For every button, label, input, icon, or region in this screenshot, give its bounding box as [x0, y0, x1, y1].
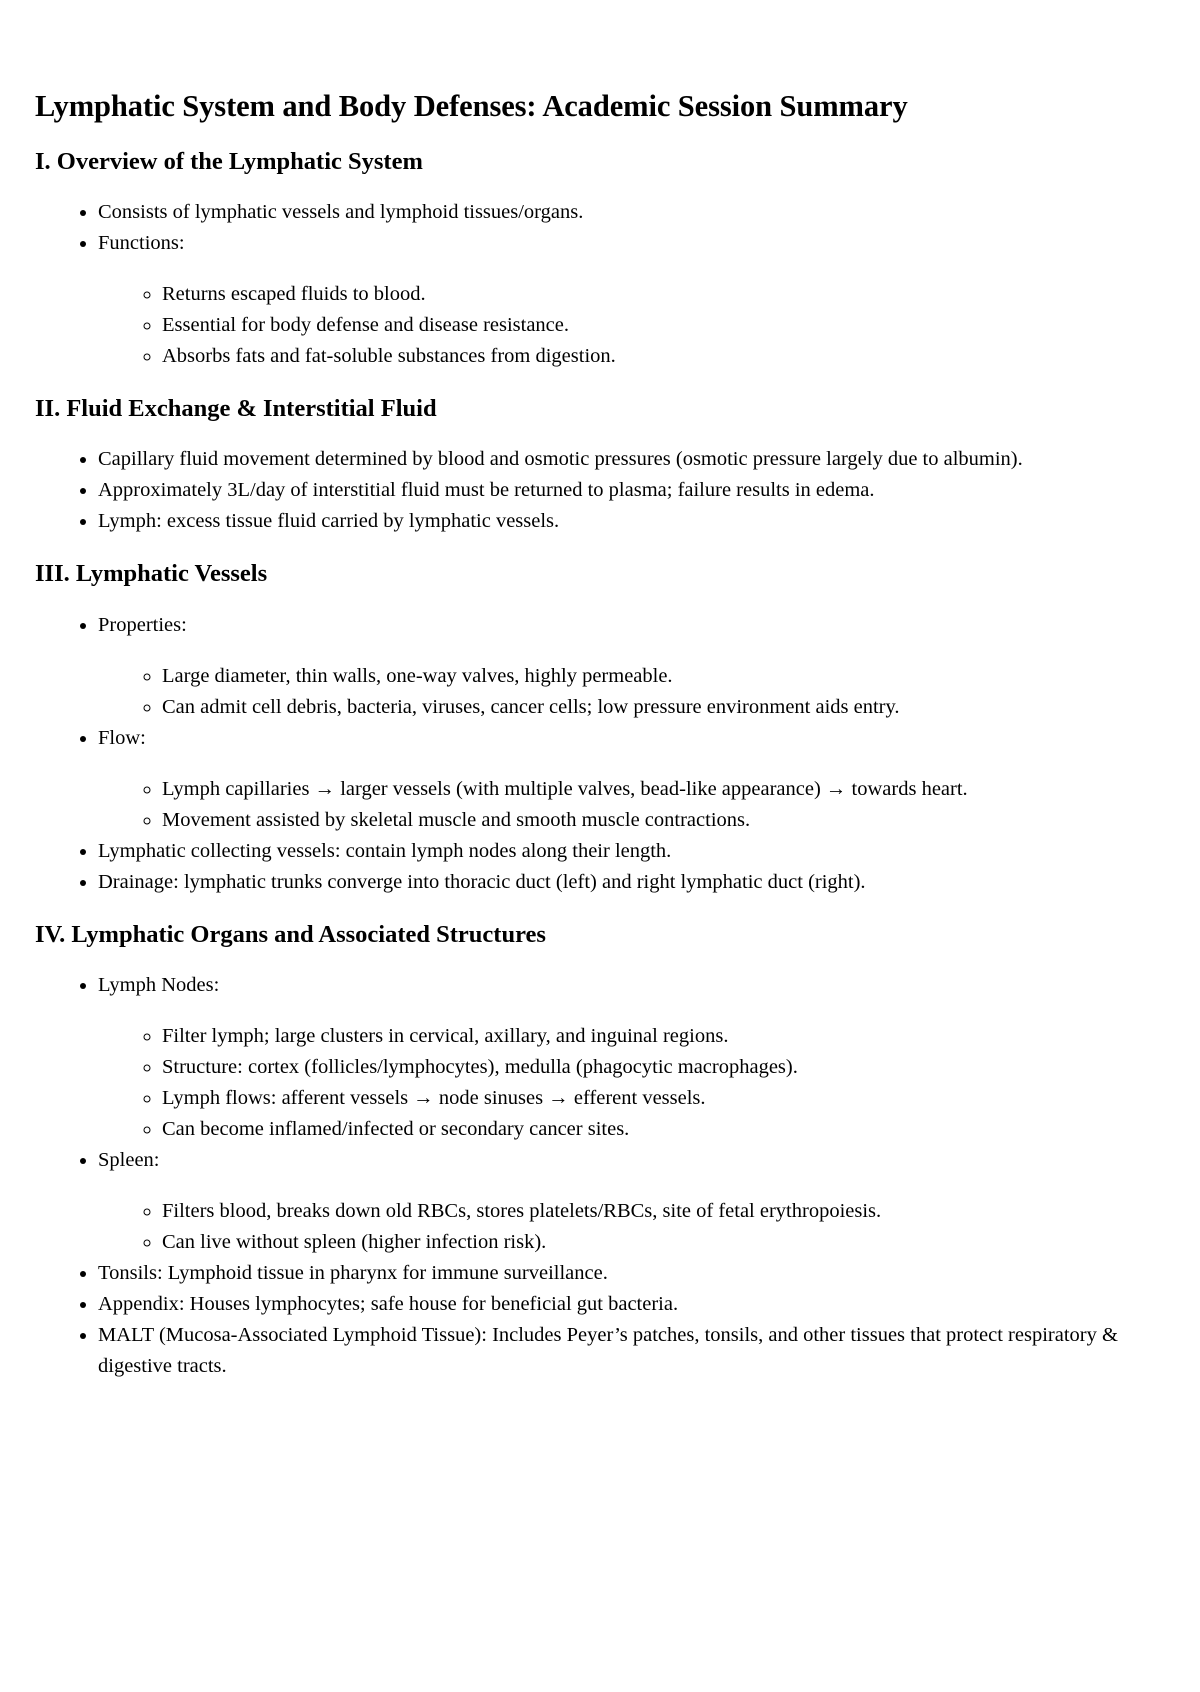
- section-fluid-exchange: [35, 394, 1175, 537]
- list-item-properties: [98, 610, 1175, 723]
- nested-list-item: ◦ Can admit cell debris, bacteria, viruses, cancer cells; low pressure environment aids entry.: [162, 692, 1175, 723]
- nested-list-item: ◦ Essential for body defense and disease resistance.: [162, 310, 1175, 341]
- nested-list-item: ◦ Structure: cortex (follicles/lymphocytes), medulla (phagocytic macrophages).: [162, 1052, 1175, 1083]
- nested-list-item: ◦ Filters blood, breaks down old RBCs, stores platelets/RBCs, site of fetal erythropoiesis.: [162, 1196, 1175, 1227]
- document-title: Lymphatic System and Body Defenses: Academic Session Summary: [35, 89, 908, 123]
- list-item: • Appendix: Houses lymphocytes; safe house for beneficial gut bacteria.: [98, 1289, 1175, 1320]
- list-item-flow: [98, 723, 1175, 836]
- bullet-list: [35, 610, 1175, 898]
- nested-bullet-list: [98, 279, 1175, 372]
- nested-list-item: ◦ Large diameter, thin walls, one-way valves, highly permeable.: [162, 661, 1175, 692]
- list-item: • Consists of lymphatic vessels and lymphoid tissues/organs.: [98, 197, 1175, 228]
- nested-list-item: ◦ Can become inflamed/infected or secondary cancer sites.: [162, 1114, 1175, 1145]
- nested-list-item: ◦ Lymph capillaries → larger vessels (with multiple valves, bead-like appearance) → towards heart.: [162, 774, 1175, 805]
- nested-list-item: ◦ Lymph flows: afferent vessels → node sinuses → efferent vessels.: [162, 1083, 1175, 1114]
- list-item: • MALT (Mucosa-Associated Lymphoid Tissue): Includes Peyer’s patches, tonsils, and other tissues that protect respiratory & digestive tracts.: [98, 1320, 1175, 1382]
- nested-bullet-list: [98, 661, 1175, 723]
- nested-list-item: ◦ Returns escaped fluids to blood.: [162, 279, 1175, 310]
- section-lymphatic-vessels: [35, 559, 1175, 897]
- section-heading: I. Overview of the Lymphatic System: [35, 147, 423, 175]
- nested-bullet-list: [98, 1021, 1175, 1145]
- list-item-label: Flow:: [98, 726, 146, 749]
- section-lymphatic-organs: [35, 920, 1175, 1382]
- list-item: • Drainage: lymphatic trunks converge into thoracic duct (left) and right lymphatic duct (right).: [98, 867, 1175, 898]
- section-overview: [35, 147, 1175, 372]
- list-item: • Capillary fluid movement determined by blood and osmotic pressures (osmotic pressure largely due to albumin).: [98, 444, 1175, 475]
- list-item-label: Lymph Nodes:: [98, 974, 220, 997]
- section-heading: IV. Lymphatic Organs and Associated Structures: [35, 920, 546, 948]
- list-item-functions: [98, 228, 1175, 372]
- nested-bullet-list: [98, 1196, 1175, 1258]
- nested-list-item: ◦ Can live without spleen (higher infection risk).: [162, 1227, 1175, 1258]
- bullet-list: [35, 444, 1175, 537]
- list-item-spleen: [98, 1145, 1175, 1258]
- list-item-label: Properties:: [98, 613, 187, 636]
- list-item: • Lymphatic collecting vessels: contain lymph nodes along their length.: [98, 836, 1175, 867]
- section-heading: III. Lymphatic Vessels: [35, 560, 268, 588]
- section-heading: II. Fluid Exchange & Interstitial Fluid: [35, 394, 437, 422]
- list-item: • Tonsils: Lymphoid tissue in pharynx for immune surveillance.: [98, 1258, 1175, 1289]
- bullet-list: [35, 970, 1175, 1382]
- nested-list-item: ◦ Movement assisted by skeletal muscle and smooth muscle contractions.: [162, 805, 1175, 836]
- nested-list-item: ◦ Filter lymph; large clusters in cervical, axillary, and inguinal regions.: [162, 1021, 1175, 1052]
- list-item-label: Spleen:: [98, 1149, 160, 1172]
- list-item: • Lymph: excess tissue fluid carried by lymphatic vessels.: [98, 506, 1175, 537]
- list-item: • Approximately 3L/day of interstitial fluid must be returned to plasma; failure results in edema.: [98, 475, 1175, 506]
- list-item-label: Functions:: [98, 231, 185, 254]
- list-item-lymph-nodes: [98, 970, 1175, 1145]
- nested-bullet-list: [98, 774, 1175, 836]
- nested-list-item: ◦ Absorbs fats and fat-soluble substances from digestion.: [162, 341, 1175, 372]
- document-page: [35, 88, 1175, 1404]
- bullet-list: [35, 197, 1175, 372]
